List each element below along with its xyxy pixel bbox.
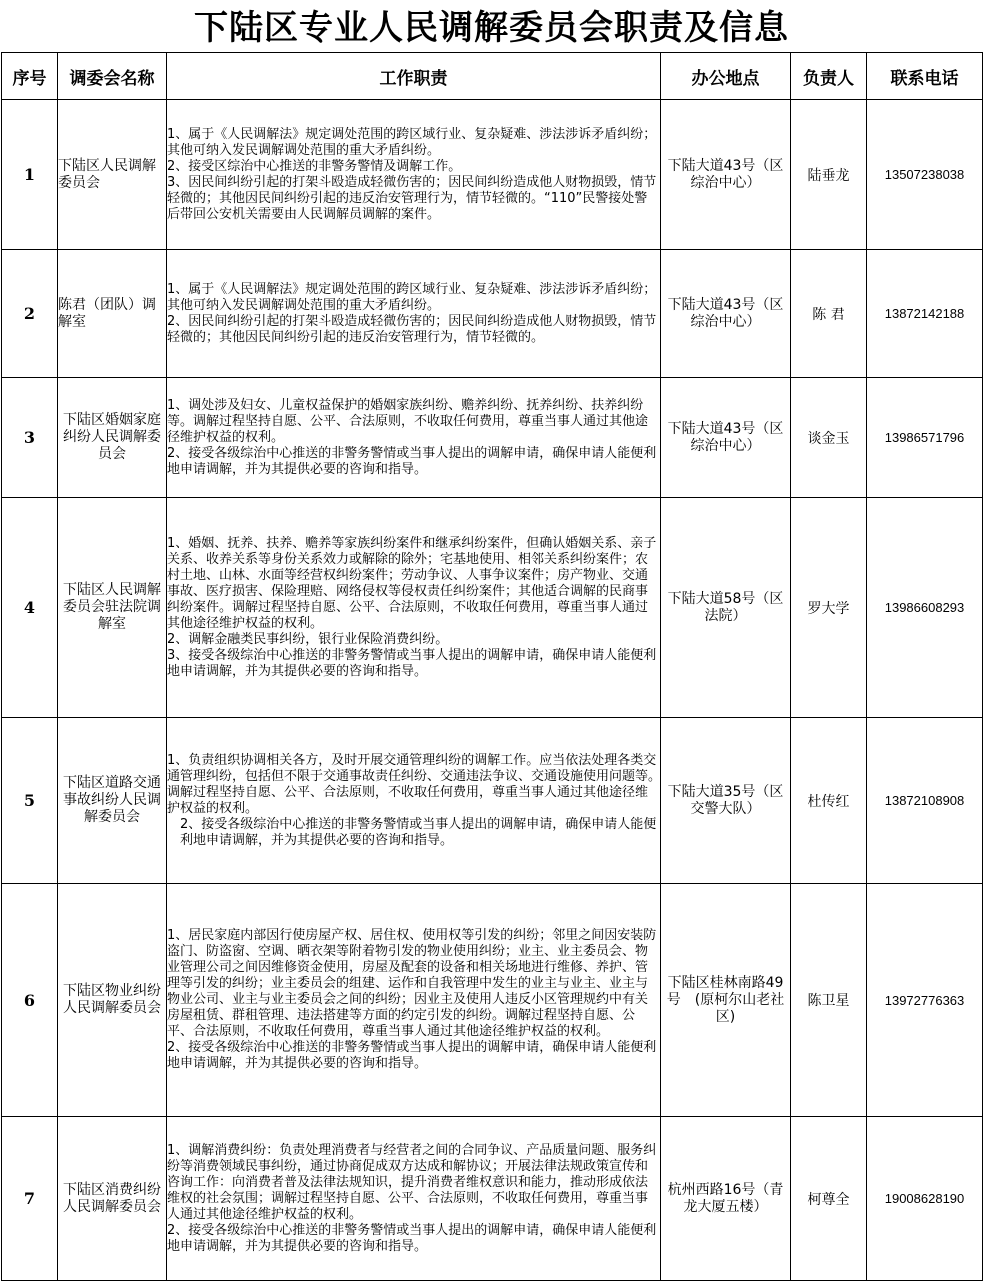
person-in-charge: 陆垂龙 (791, 100, 867, 250)
header-duty: 工作职责 (167, 53, 661, 100)
duty-item: 1、调解消费纠纷：负责处理消费者与经营者之间的合同争议、产品质量问题、服务纠纷等消费领域民事纠纷，通过协商促成双方达成和解协议；开展法律法规政策宣传和咨询工作：向消费者普及法律法规知识，提升消费者维权意识和能力，推动形成依法维权的社会氛围；调解过程坚持自愿、公平、合法原则，不收取任何费用，尊重当事人通过其他途径维护权益的权利。 (167, 1142, 657, 1222)
row-seq: 5 (2, 718, 58, 884)
info-table (1, 52, 983, 1281)
person-in-charge: 杜传红 (791, 718, 867, 884)
duty-item: 2、接受各级综治中心推送的非警务警情或当事人提出的调解申请，确保申请人能便利地申请调解，并为其提供必要的咨询和指导。 (180, 816, 657, 848)
page-title: 下陆区专业人民调解委员会职责及信息 (194, 8, 789, 48)
contact-phone: 13986608293 (867, 498, 983, 718)
duty-item: 1、负责组织协调相关各方，及时开展交通管理纠纷的调解工作。应当依法处理各类交通管理纠纷，包括但不限于交通事故责任纠纷、交通违法争议、交通设施使用问题等。 调解过程坚持自愿、公平、合法原则，不收取任何费用，尊重当事人通过其他途径维护权益的权利。 (167, 752, 668, 816)
office-address: 下陆大道58号（区法院） (661, 498, 791, 718)
contact-phone: 19008628190 (867, 1117, 983, 1281)
duty-cell (167, 1117, 661, 1281)
duty-item: 2、接受各级综治中心推送的非警务警情或当事人提出的调解申请，确保申请人能便利地申请调解，并为其提供必要的咨询和指导。 (167, 1222, 657, 1254)
person-in-charge: 陈卫星 (791, 884, 867, 1117)
header-row (2, 53, 983, 100)
row-seq: 6 (2, 884, 58, 1117)
person-in-charge: 柯尊全 (791, 1117, 867, 1281)
duty-cell (167, 718, 668, 884)
duty-item: 2、因民间纠纷引起的打架斗殴造成轻微伤害的；因民间纠纷造成他人财物损毁，情节轻微的；其他因民间纠纷引起的违反治安管理行为，情节轻微的。 (167, 313, 657, 345)
duty-item: 2、接受各级综治中心推送的非警务警情或当事人提出的调解申请，确保申请人能便利地申请调解，并为其提供必要的咨询和指导。 (167, 1040, 657, 1071)
duty-cell (167, 378, 661, 498)
contact-phone: 13986571796 (867, 378, 983, 498)
duty-item: 3、接受各级综治中心推送的非警务警情或当事人提出的调解申请，确保申请人能便利地申请调解，并为其提供必要的咨询和指导。 (167, 647, 657, 679)
office-address: 下陆大道35号（区交警大队） (661, 718, 791, 884)
header-name: 调委会名称 (58, 53, 167, 100)
office-address: 下陆大道43号（区综治中心） (661, 378, 791, 498)
committee-name: 下陆区道路交通事故纠纷人民调解委员会 (58, 718, 167, 884)
committee-name: 下陆区人民调解委员会驻法院调解室 (58, 498, 167, 718)
office-address: 杭州西路16号（青龙大厦五楼） (661, 1117, 791, 1281)
office-address: 下陆大道43号（区综治中心） (661, 100, 791, 250)
header-person: 负责人 (791, 53, 867, 100)
contact-phone: 13872108908 (867, 718, 983, 884)
committee-name: 陈君（团队）调解室 (58, 250, 167, 378)
table-row (2, 378, 983, 498)
committee-name: 下陆区人民调解委员会 (58, 100, 167, 250)
row-seq: 7 (2, 1117, 58, 1281)
row-seq: 2 (2, 250, 58, 378)
contact-phone: 13972776363 (867, 884, 983, 1117)
committee-name: 下陆区物业纠纷人民调解委员会 (58, 884, 167, 1117)
table-row (2, 250, 983, 378)
contact-phone: 13507238038 (867, 100, 983, 250)
person-in-charge: 罗大学 (791, 498, 867, 718)
duty-item: 2、调解金融类民事纠纷，银行业保险消费纠纷。 (167, 631, 449, 647)
duty-item: 1、调处涉及妇女、儿童权益保护的婚姻家族纠纷、赡养纠纷、抚养纠纷、扶养纠纷等。调解过程坚持自愿、公平、合法原则，不收取任何费用，尊重当事人通过其他途径维护权益的权利。 (167, 397, 649, 445)
committee-name: 下陆区消费纠纷人民调解委员会 (58, 1117, 167, 1281)
duty-item: 1、居民家庭内部因行使房屋产权、居住权、使用权等引发的纠纷；邻里之间因安装防盗门、防盗窗、空调、晒衣架等附着物引发的物业使用纠纷；业主、业主委员会、物业管理公司之间因维修资金使用，房屋及配套的设备和相关场地进行维修、养护、管理等引发的纠纷；业主委员会的组建、运作和自我管理中发生的业主与业主、业主与物业公司、业主与业主委员会之间的纠纷；因业主及使用人违反小区管理规约中有关房屋租赁、群租管理、违法搭建等方面的约定引发的纠纷。调解过程坚持自愿、公平、合法原则，不收取任何费用，尊重当事人通过其他途径维护权益的权利。 (167, 928, 657, 1039)
table-row (2, 884, 983, 1117)
duty-cell (167, 250, 661, 378)
contact-phone: 13872142188 (867, 250, 983, 378)
row-seq: 1 (2, 100, 58, 250)
office-address: 下陆大道43号（区综治中心） (661, 250, 791, 378)
duty-item: 2、接受区综治中心推送的非警务警情及调解工作。 (167, 158, 462, 174)
office-address: 下陆区桂林南路49号 (原柯尔山老社区) (661, 884, 791, 1117)
duty-item: 1、属于《人民调解法》规定调处范围的跨区域行业、复杂疑难、涉法涉诉矛盾纠纷；其他可纳入发民调解调处范围的重大矛盾纠纷。 (167, 281, 657, 313)
person-in-charge: 陈 君 (791, 250, 867, 378)
table-row (2, 718, 983, 884)
duty-item: 2、接受各级综治中心推送的非警务警情或当事人提出的调解申请，确保申请人能便利地申请调解，并为其提供必要的咨询和指导。 (167, 445, 657, 477)
table-row (2, 100, 983, 250)
table-row (2, 498, 983, 718)
committee-name: 下陆区婚姻家庭纠纷人民调解委员会 (58, 378, 167, 498)
header-addr: 办公地点 (661, 53, 791, 100)
header-seq: 序号 (2, 53, 58, 100)
row-seq: 4 (2, 498, 58, 718)
duty-cell (167, 498, 661, 718)
row-seq: 3 (2, 378, 58, 498)
duty-item: 3、因民间纠纷引起的打架斗殴造成轻微伤害的；因民间纠纷造成他人财物损毁，情节轻微的；其他因民间纠纷引起的违反治安管理行为，情节轻微的。“110”民警接处警后带回公安机关需要由人民调解员调解的案件。 (167, 174, 657, 222)
duty-cell (167, 100, 661, 250)
person-in-charge: 谈金玉 (791, 378, 867, 498)
header-phone: 联系电话 (867, 53, 983, 100)
table-row (2, 1117, 983, 1281)
duty-item: 1、属于《人民调解法》规定调处范围的跨区域行业、复杂疑难、涉法涉诉矛盾纠纷；其他可纳入发民调解调处范围的重大矛盾纠纷。 (167, 126, 657, 158)
duty-item: 1、婚姻、抚养、扶养、赡养等家族纠纷案件和继承纠纷案件，但确认婚姻关系、亲子关系、收养关系等身份关系效力或解除的除外；宅基地使用、相邻关系纠纷案件；农村土地、山林、水面等经营权纠纷案件；劳动争议、人事争议案件；房产物业、交通事故、医疗损害、保险理赔、网络侵权等侵权责任纠纷案件；其他适合调解的民商事纠纷案件。调解过程坚持自愿、公平、合法原则，不收取任何费用，尊重当事人通过其他途径维护权益的权利。 (167, 535, 657, 631)
duty-cell (167, 884, 661, 1117)
